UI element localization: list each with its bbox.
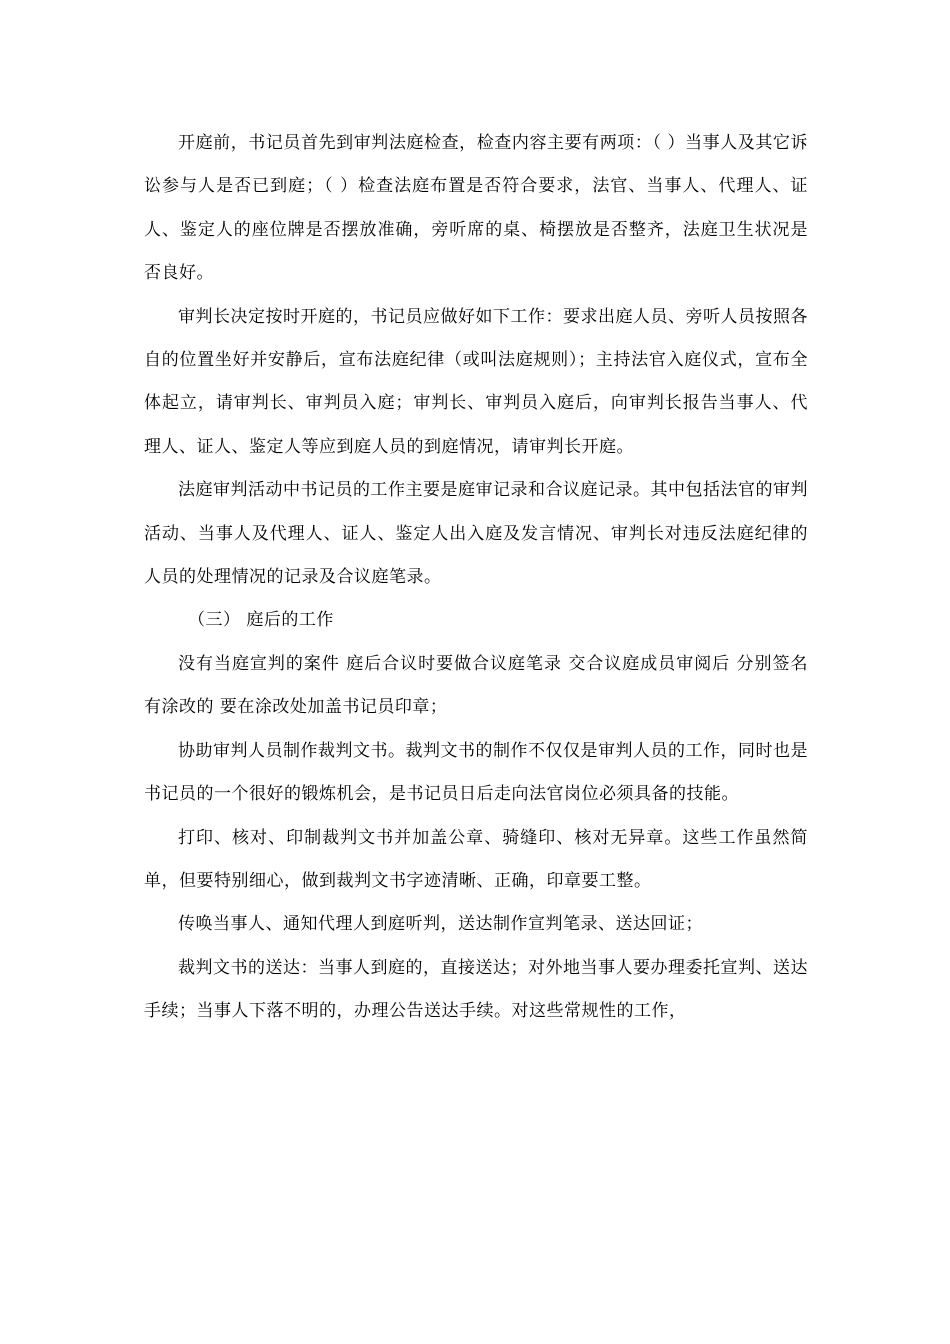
paragraph-trial-recording: 法庭审判活动中书记员的工作主要是庭审记录和合议庭记录。其中包括法官的审判活动、当事人及代理人、证人、鉴定人出入庭及发言情况、审判长对违反法庭纪律的人员的处理情况的记录及合议庭笔录。 (144, 480, 808, 588)
paragraph-drafting-judgment: 协助审判人员制作裁判文书。裁判文书的制作不仅仅是审判人员的工作，同时也是书记员的一个很好的锻炼机会，是书记员日后走向法官岗位必须具备的技能。 (144, 740, 808, 805)
paragraph-deliberation-record: 没有当庭宣判的案件 庭后合议时要做合议庭笔录 交合议庭成员审阅后 分别签名 有涂改的 要在涂改处加盖书记员印章； (144, 653, 808, 718)
document-page (144, 122, 808, 1034)
paragraph-service-of-documents: 裁判文书的送达：当事人到庭的，直接送达；对外地当事人要办理委托宣判、送达手续；当事人下落不明的，办理公告送达手续。对这些常规性的工作， (144, 957, 808, 1022)
paragraph-summons: 传唤当事人、通知代理人到庭听判，送达制作宣判笔录、送达回证； (178, 914, 703, 935)
paragraph-pre-trial-inspection: 开庭前，书记员首先到审判法庭检查，检查内容主要有两项：（ ）当事人及其它诉讼参与人是否已到庭；（ ）检查法庭布置是否符合要求，法官、当事人、代理人、证人、鉴定人的座位牌是否摆放准确，旁听席的桌、椅摆放是否整齐，法庭卫生状况是否良好。 (144, 133, 808, 284)
paragraph-printing-sealing: 打印、核对、印制裁判文书并加盖公章、骑缝印、核对无异章。这些工作虽然简单，但要特别细心，做到裁判文书字迹清晰、正确，印章要工整。 (144, 827, 808, 891)
section-heading: （三） 庭后的工作 (188, 610, 334, 631)
paragraph-court-opening: 审判长决定按时开庭的，书记员应做好如下工作：要求出庭人员、旁听人员按照各自的位置坐好并安静后，宣布法庭纪律（或叫法庭规则）；主持法官入庭仪式，宣布全体起立，请审判长、审判员入庭；审判长、审判员入庭后，向审判长报告当事人、代理人、证人、鉴定人等应到庭人员的到庭情况，请审判长开庭。 (144, 306, 808, 457)
